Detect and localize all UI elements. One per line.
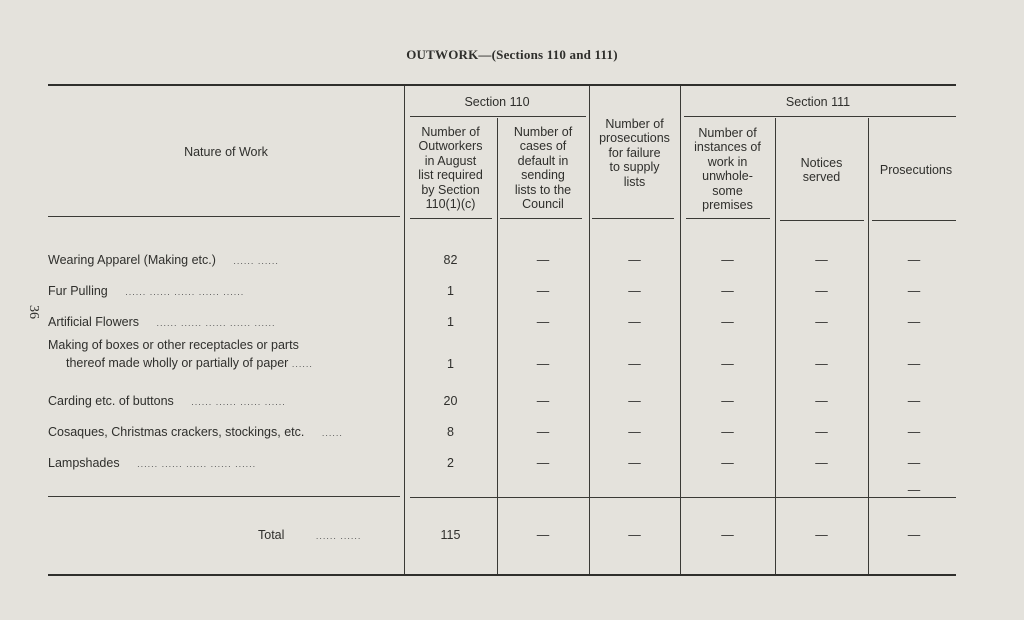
- header-line: lists to the: [514, 182, 572, 197]
- total-failure: —: [628, 528, 641, 542]
- cell-default: —: [536, 284, 550, 298]
- row-label-text: thereof made wholly or partially of paper: [66, 356, 289, 370]
- cell-failure: —: [628, 253, 641, 267]
- row-label: [48, 336, 313, 373]
- cell-prosecutions: —: [907, 253, 921, 267]
- cell-unwholesome: —: [721, 357, 734, 371]
- header-line: Prosecutions: [879, 162, 953, 177]
- header-line: Outworkers: [418, 139, 483, 153]
- header-line: in August: [424, 153, 477, 168]
- cell-prosecutions: —: [907, 357, 921, 371]
- header-bottom-rule: [410, 218, 492, 219]
- cell-failure: —: [628, 284, 641, 298]
- row-label-text: Lampshades: [48, 456, 120, 470]
- cell-failure: —: [628, 315, 641, 329]
- header-unwholesome: [680, 120, 775, 218]
- header-section-110: Section 110: [464, 95, 530, 109]
- row-label-line: Making of boxes or other receptacles or parts: [48, 338, 299, 352]
- cell-outworkers: 1: [447, 284, 454, 298]
- header-line: to supply: [609, 160, 660, 175]
- cell-prosecutions: —: [907, 284, 921, 298]
- header-line: Number of: [698, 125, 757, 140]
- extra-dash: —: [907, 483, 921, 497]
- cell-prosecutions: —: [907, 315, 921, 329]
- row-label-text: Wearing Apparel (Making etc.): [48, 253, 216, 267]
- header-line: Number of: [605, 116, 664, 131]
- total-notices: —: [815, 528, 828, 542]
- section-110-rule: [410, 116, 586, 117]
- cell-unwholesome: —: [721, 394, 734, 408]
- cell-default: —: [536, 425, 550, 439]
- header-line: lists: [623, 174, 646, 189]
- table-title: OUTWORK—(Sections 110 and 111): [406, 47, 618, 62]
- row-label: [48, 313, 276, 332]
- bottom-rule: [48, 574, 956, 576]
- leader-dots: ...... ......: [233, 256, 279, 266]
- row-label: [48, 282, 244, 301]
- total-outworkers: 115: [440, 528, 461, 542]
- header-bottom-rule: [780, 220, 864, 221]
- header-bottom-rule: [686, 218, 770, 219]
- cell-unwholesome: —: [721, 315, 734, 329]
- cell-unwholesome: —: [721, 284, 734, 298]
- leader-dots: ......: [321, 428, 343, 438]
- header-line: some: [712, 183, 743, 198]
- row-label-line: [48, 354, 313, 373]
- header-line: work in: [707, 154, 748, 169]
- header-line: Notices: [800, 155, 843, 170]
- header-line: for failure: [608, 145, 661, 160]
- total-default: —: [536, 528, 550, 542]
- header-line: served: [802, 170, 841, 184]
- cell-default: —: [536, 394, 550, 408]
- header-line: prosecutions: [599, 131, 670, 146]
- header-line: Number of: [421, 124, 480, 139]
- header-prosecutions-failure: [589, 100, 680, 206]
- row-label-text: Fur Pulling: [48, 284, 108, 298]
- cell-prosecutions: —: [907, 425, 921, 439]
- cell-unwholesome: —: [721, 253, 734, 267]
- row-label-text: Artificial Flowers: [48, 315, 139, 329]
- row-label: [48, 392, 286, 411]
- total-label-text: Total: [258, 528, 285, 542]
- section-111-rule: [684, 116, 956, 117]
- header-line: list required: [418, 168, 483, 182]
- total-unwholesome: —: [721, 528, 734, 542]
- cell-outworkers: 1: [447, 357, 454, 371]
- header-outworkers: [404, 120, 497, 216]
- row-label: [48, 251, 279, 270]
- header-line: by Section: [421, 182, 480, 197]
- cell-prosecutions: —: [907, 394, 921, 408]
- leader-dots: ...... ...... ...... ...... ......: [156, 318, 276, 328]
- header-notices: [775, 120, 868, 220]
- cell-notices: —: [815, 357, 828, 371]
- cell-notices: —: [815, 315, 828, 329]
- header-line: sending: [521, 168, 565, 182]
- header-line: 110(1)(c): [425, 197, 476, 211]
- row-label-text: Cosaques, Christmas crackers, stockings, etc.: [48, 425, 305, 439]
- leader-dots: ...... ...... ...... ...... ......: [137, 459, 257, 469]
- cell-failure: —: [628, 425, 641, 439]
- leader-dots: ...... ......: [315, 531, 362, 541]
- cell-outworkers: 8: [447, 425, 454, 439]
- header-bottom-rule: [500, 218, 582, 219]
- total-rule: [48, 496, 400, 497]
- cell-notices: —: [815, 456, 828, 470]
- total-rule: [410, 497, 956, 498]
- cell-notices: —: [815, 253, 828, 267]
- header-line: instances of: [694, 140, 761, 154]
- row-label: [48, 423, 343, 442]
- leader-dots: ...... ...... ...... ...... ......: [125, 287, 245, 297]
- row-label-text: Carding etc. of buttons: [48, 394, 174, 408]
- total-prosecutions: —: [907, 528, 921, 542]
- leader-dots: ...... ...... ...... ......: [191, 397, 286, 407]
- header-nature-of-work: Nature of Work: [184, 144, 268, 159]
- header-line: cases of: [519, 139, 567, 153]
- row-label: [48, 454, 256, 473]
- cell-unwholesome: —: [721, 425, 734, 439]
- cell-prosecutions: —: [907, 456, 921, 470]
- header-bottom-rule: [592, 218, 674, 219]
- cell-unwholesome: —: [721, 456, 734, 470]
- cell-outworkers: 82: [443, 253, 458, 267]
- cell-notices: —: [815, 284, 828, 298]
- page-number: 36: [26, 305, 41, 319]
- total-label: [258, 528, 361, 542]
- cell-outworkers: 1: [447, 315, 454, 329]
- cell-default: —: [536, 357, 550, 371]
- cell-failure: —: [628, 394, 641, 408]
- cell-outworkers: 2: [447, 456, 454, 470]
- header-line: Number of: [513, 124, 573, 139]
- header-line: unwhole-: [702, 169, 753, 183]
- cell-failure: —: [628, 456, 641, 470]
- cell-failure: —: [628, 357, 641, 371]
- header-default: [497, 120, 589, 216]
- cell-notices: —: [815, 425, 828, 439]
- cell-outworkers: 20: [443, 394, 458, 408]
- header-line: Council: [522, 197, 564, 211]
- header-bottom-rule: [872, 220, 956, 221]
- header-section-111: Section 111: [785, 95, 851, 109]
- header-prosecutions: [868, 120, 964, 220]
- cell-notices: —: [815, 394, 828, 408]
- cell-default: —: [536, 315, 550, 329]
- header-line: premises: [702, 198, 753, 212]
- cell-default: —: [536, 253, 550, 267]
- leader-dots: ......: [291, 359, 313, 369]
- header-line: default in: [517, 153, 569, 168]
- cell-default: —: [536, 456, 550, 470]
